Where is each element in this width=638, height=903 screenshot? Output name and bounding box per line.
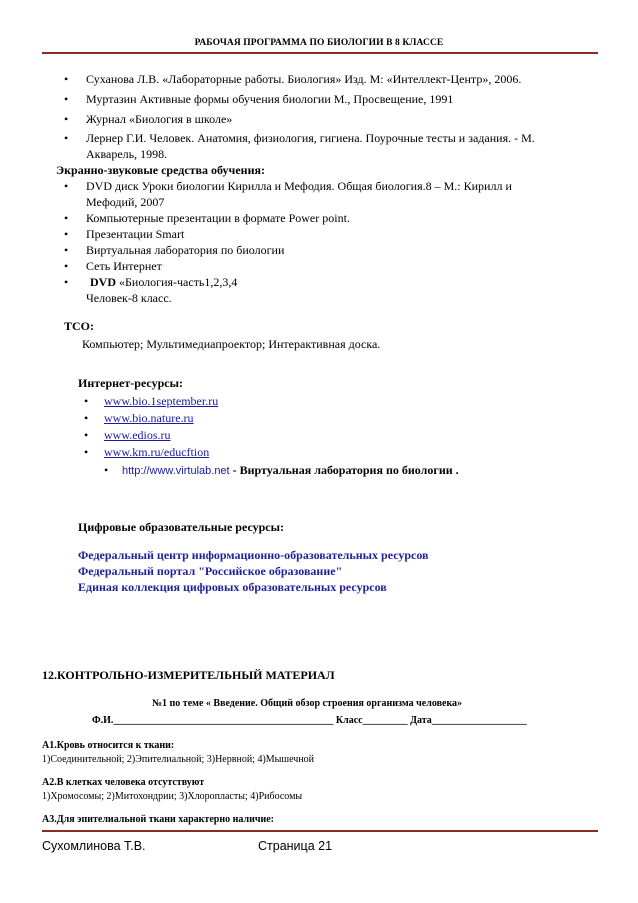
bullet-icon: • xyxy=(64,275,69,289)
question-1-options: 1)Соединительной; 2)Эпителиальной; 3)Нервной; 4)Мышечной xyxy=(42,754,315,765)
question-2: А2.В клетках человека отсутствуют xyxy=(42,777,205,788)
fio-line: Ф.И.____________________________________________ Класс_________ Дата___________________ xyxy=(92,715,527,726)
av-heading: Экранно-звуковые средства обучения: xyxy=(56,163,265,177)
dvd-title: «Биология-часть1,2,3,4 xyxy=(116,275,238,289)
bullet-icon: • xyxy=(64,131,69,145)
bullet-icon: • xyxy=(84,445,89,459)
footer-page-number: Страница 21 xyxy=(258,839,333,853)
av-item-dvd-bio-line2: Человек-8 класс. xyxy=(86,291,172,305)
bullet-icon: • xyxy=(64,259,69,273)
av-item: Компьютерные презентации в формате Power point. xyxy=(86,211,350,225)
av-item: Виртуальная лаборатория по биологии xyxy=(86,243,285,257)
digital-resource[interactable]: Единая коллекция цифровых образовательных ресурсов xyxy=(78,580,387,594)
tso-text: Компьютер; Мультимедиапроектор; Интерактивная доска. xyxy=(82,337,381,351)
literature-item: Лернер Г.И. Человек. Анатомия, физиология, гигиена. Поурочные тесты и задания. - М. xyxy=(86,131,535,145)
question-1: А1.Кровь относится к ткани: xyxy=(42,740,175,751)
question-2-options: 1)Хромосомы; 2)Митохондрии; 3)Хлоропласты; 4)Рибосомы xyxy=(42,791,303,802)
literature-item: Суханова Л.В. «Лабораторные работы. Биология» Изд. М: «Интеллект-Центр», 2006. xyxy=(86,72,522,86)
bullet-icon: • xyxy=(84,411,89,425)
virtulab-link[interactable]: http://www.virtulab.net xyxy=(122,465,230,477)
bullet-icon: • xyxy=(84,428,89,442)
footer-rule xyxy=(42,830,598,832)
kim-heading: 12.КОНТРОЛЬНО-ИЗМЕРИТЕЛЬНЫЙ МАТЕРИАЛ xyxy=(42,668,335,682)
digital-heading: Цифровые образовательные ресурсы: xyxy=(78,520,284,534)
bullet-icon: • xyxy=(64,227,69,241)
av-item: Сеть Интернет xyxy=(86,259,162,273)
literature-item-continuation: Акварель, 1998. xyxy=(86,147,168,161)
virtulab-line xyxy=(122,462,459,480)
page-header-title: РАБОЧАЯ ПРОГРАММА ПО БИОЛОГИИ В 8 КЛАССЕ xyxy=(194,38,444,48)
bullet-icon: • xyxy=(64,92,69,106)
bullet-icon: • xyxy=(64,243,69,257)
bullet-icon: • xyxy=(64,112,69,126)
literature-item: Муртазин Активные формы обучения биологии М., Просвещение, 1991 xyxy=(86,92,454,106)
internet-heading: Интернет-ресурсы: xyxy=(78,376,183,390)
bullet-icon: • xyxy=(64,72,69,86)
header-rule xyxy=(42,52,598,54)
bullet-icon: • xyxy=(64,179,69,193)
tso-heading: ТСО: xyxy=(64,319,94,333)
bullet-icon: • xyxy=(64,211,69,225)
virtulab-desc: - Виртуальная лаборатория по биологии . xyxy=(229,463,459,477)
dvd-label: DVD xyxy=(90,275,116,289)
literature-item: Журнал «Биология в школе» xyxy=(86,112,233,126)
internet-link[interactable]: www.edios.ru xyxy=(104,428,171,442)
digital-resource[interactable]: Федеральный портал "Российское образование" xyxy=(78,564,343,578)
digital-resource[interactable]: Федеральный центр информационно-образовательных ресурсов xyxy=(78,548,429,562)
internet-link[interactable]: www.km.ru/educftion xyxy=(104,445,210,459)
internet-link[interactable]: www.bio.nature.ru xyxy=(104,411,194,425)
test-title: №1 по теме « Введение. Общий обзор строения организма человека» xyxy=(152,698,463,709)
av-item: Презентации Smart xyxy=(86,227,185,241)
question-3: А3.Для эпителиальной ткани характерно наличие: xyxy=(42,814,275,825)
footer-author: Сухомлинова Т.В. xyxy=(42,839,146,853)
av-item-dvd-line1: DVD диск Уроки биологии Кирилла и Мефодия. Общая биология.8 – М.: Кирилл и xyxy=(86,179,512,193)
av-item-dvd-bio xyxy=(86,274,237,291)
av-item-dvd-line2: Мефодий, 2007 xyxy=(86,195,165,209)
bullet-icon: • xyxy=(104,463,109,477)
internet-link[interactable]: www.bio.1september.ru xyxy=(104,394,219,408)
bullet-icon: • xyxy=(84,394,89,408)
